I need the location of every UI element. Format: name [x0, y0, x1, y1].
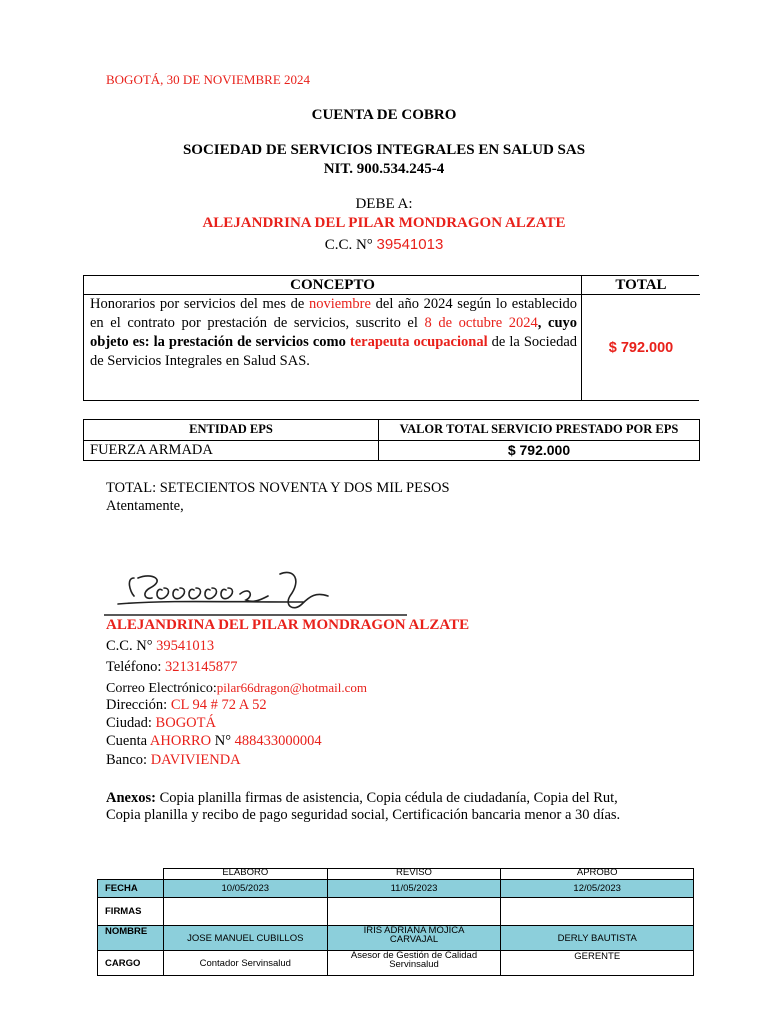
approvals-table	[97, 868, 694, 976]
cargo-elaboro: Contador Servinsalud	[163, 951, 327, 976]
email-link[interactable]: pilar66dragon@hotmail.com	[216, 680, 368, 695]
payee-name: ALEJANDRINA DEL PILAR MONDRAGON ALZATE	[202, 215, 566, 231]
signer-phone: Teléfono: 3213145877	[106, 659, 238, 675]
header-elaboro: ELABORO	[163, 869, 327, 880]
nombre-aprobo: DERLY BAUTISTA	[501, 926, 694, 951]
eps-table	[83, 419, 700, 461]
concept-description: Honorarios por servicios del mes de noviembre del año 2024 según lo establecido en el contrato por prestación de servicios, suscrito el 8 de octubre 2024, cuyo objeto es: la prestación de servicios como terapeuta ocupacional de la Sociedad de Servicios Integrales en Salud SAS.	[90, 296, 578, 369]
firmas-label: FIRMAS	[98, 898, 164, 926]
annexes-line-1: Anexos: Copia planilla firmas de asistencia, Copia cédula de ciudadanía, Copia del Rut,	[106, 790, 618, 806]
total-in-words: TOTAL: SETECIENTOS NOVENTA Y DOS MIL PESOS	[106, 480, 450, 496]
signer-cc: C.C. N° 39541013	[106, 638, 215, 654]
contract-date-highlight: 8 de octubre 2024	[424, 315, 538, 331]
signature-image	[104, 566, 414, 618]
concept-total-value: $ 792.000	[608, 339, 674, 356]
signer-address: Dirección: CL 94 # 72 A 52	[106, 697, 267, 713]
date-line: BOGOTÁ, 30 DE NOVIEMBRE 2024	[106, 72, 311, 87]
cc-prefix: C.C. N°	[324, 237, 373, 253]
fecha-reviso: 11/05/2023	[327, 880, 501, 898]
firma-elaboro	[163, 898, 327, 926]
cargo-aprobo: GERENTE	[501, 951, 694, 976]
cc-number: 39541013	[376, 236, 444, 253]
payee-cc	[0, 236, 768, 254]
annexes-label: Anexos:	[106, 790, 156, 806]
signer-name: ALEJANDRINA DEL PILAR MONDRAGON ALZATE	[106, 617, 470, 633]
header-aprobo: APROBO	[501, 869, 694, 880]
cargo-reviso: Asesor de Gestión de Calidad Servinsalud	[327, 951, 501, 976]
nombre-reviso: IRIS ADRIANA MOJICA CARVAJAL	[327, 926, 501, 951]
nombre-elaboro: JOSE MANUEL CUBILLOS	[163, 926, 327, 951]
nombre-label: NOMBRE	[98, 926, 164, 951]
eps-entity-header: ENTIDAD EPS	[189, 422, 273, 436]
fecha-aprobo: 12/05/2023	[501, 880, 694, 898]
role-highlight: terapeuta ocupacional	[349, 334, 488, 350]
company-nit: NIT. 900.534.245-4	[323, 161, 445, 177]
closing-text: Atentamente,	[106, 498, 184, 514]
fecha-label: FECHA	[98, 880, 164, 898]
signer-email: Correo Electrónico:pilar66dragon@hotmail.com	[106, 680, 368, 696]
firma-reviso	[327, 898, 501, 926]
company-name: SOCIEDAD DE SERVICIOS INTEGRALES EN SALUD SAS	[182, 142, 586, 158]
header-reviso: REVISO	[327, 869, 501, 880]
signer-bank: Banco: DAVIVIENDA	[106, 752, 241, 768]
total-header: TOTAL	[582, 276, 700, 295]
signer-account: Cuenta AHORRO N° 488433000004	[106, 733, 322, 749]
month-highlight: noviembre	[308, 296, 371, 312]
concept-header: CONCEPTO	[84, 276, 581, 295]
eps-value: $ 792.000	[507, 442, 571, 458]
debe-a-label: DEBE A:	[355, 196, 413, 212]
fecha-elaboro: 10/05/2023	[163, 880, 327, 898]
annexes-line-2: Copia planilla y recibo de pago seguridad social, Certificación bancaria menor a 30 días.	[106, 807, 621, 823]
document-title: CUENTA DE COBRO	[311, 107, 457, 123]
firma-aprobo	[501, 898, 694, 926]
signer-city: Ciudad: BOGOTÁ	[106, 715, 216, 731]
cargo-label: CARGO	[98, 951, 164, 976]
eps-value-header: VALOR TOTAL SERVICIO PRESTADO POR EPS	[399, 422, 679, 436]
eps-entity: FUERZA ARMADA	[90, 442, 213, 458]
concept-table	[83, 275, 699, 401]
